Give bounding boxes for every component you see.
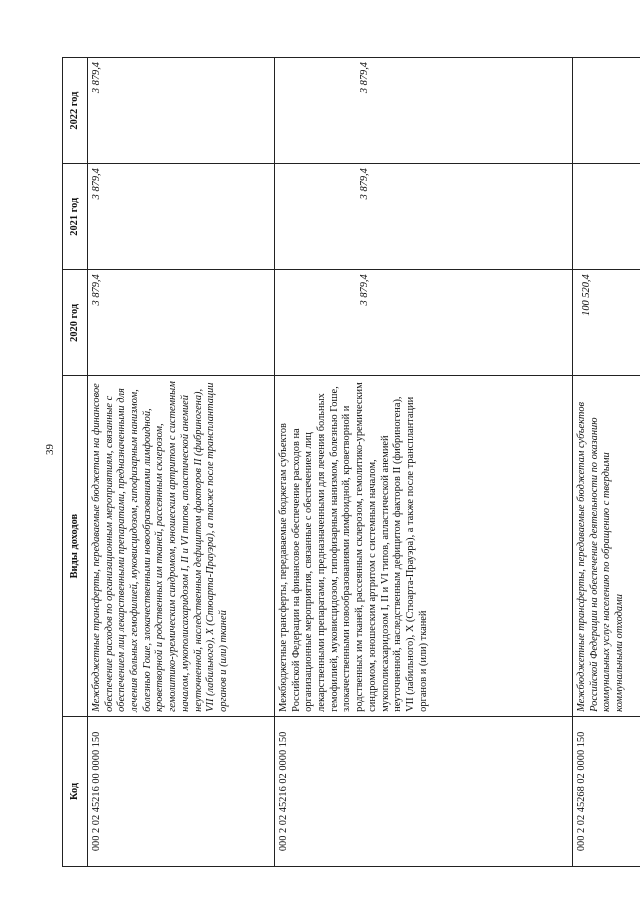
row-value-2022: [573, 58, 640, 164]
header-2020: 2020 год: [63, 270, 88, 376]
row-description: Межбюджетные трансферты, передаваемые бюджетам субъектов Российской Федерации на финансовое обеспечение расходов на организационные мероприятия, связанные с обеспечением лиц лекарственными препаратами, предназначенными для лечения больных гемофилией, муковисцидозом, гипофизарным нанизмом, болезнью Гоше, злокачественными новообразованиями лимфоидной, кроветворной и родственных им тканей, рассеянным склерозом, гемолитико-уремическим синдромом, юношеским артритом с системным началом, мукополисахаридозом I, II и VI типов, апластической анемией неуточненной, наследственным дефицитом факторов II (фибриногена), VII (лабильного), X (Стюарта-Прауэра), а также после трансплантации органов и (или) тканей: [275, 376, 573, 716]
header-2022: 2022 год: [63, 58, 88, 164]
header-type: Виды доходов: [63, 376, 88, 716]
row-value-2021: [573, 164, 640, 270]
page-number: 39: [44, 444, 56, 455]
table-row: [275, 58, 573, 867]
header-2021: 2021 год: [63, 164, 88, 270]
header-code: Код: [63, 716, 88, 866]
row-value-2020: 100 520,4: [573, 270, 640, 376]
rotated-table-container: [62, 57, 626, 867]
table-row: [88, 58, 275, 867]
row-value-2020: 3 879,4: [88, 270, 275, 376]
row-value-2022: 3 879,4: [88, 58, 275, 164]
row-value-2020: 3 879,4: [275, 270, 573, 376]
table-header-row: [63, 58, 88, 867]
row-code: 000 2 02 45268 02 0000 150: [573, 716, 640, 866]
row-code: 000 2 02 45216 00 0000 150: [88, 716, 275, 866]
row-value-2022: 3 879,4: [275, 58, 573, 164]
row-value-2021: 3 879,4: [275, 164, 573, 270]
budget-table: [62, 57, 640, 867]
row-code: 000 2 02 45216 02 0000 150: [275, 716, 573, 866]
row-description: Межбюджетные трансферты, передаваемые бюджетам на финансовое обеспечение расходов по организационным мероприятиям, связанные с обеспечением лиц лекарственными препаратами, предназначенными для лечения больных гемофилией, муковисцидозом, гипофизарным нанизмом, болезнью Гоше, злокачественными новообразованиями лимфоидной, кроветворной и родственных им тканей, рассеянным склерозом, гемолитико-уремическим синдромом, юношеским артритом с системным началом, мукополисахаридозом I, II и VI типов, апластической анемией неуточненной, наследственным дефицитом факторов II (фибриногена), VII (лабильного), X (Стюарта-Прауэра), а также после трансплантации органов и (или) тканей: [88, 376, 275, 716]
row-value-2021: 3 879,4: [88, 164, 275, 270]
table-row: [573, 58, 640, 867]
row-description: Межбюджетные трансферты, передаваемые бюджетам субъектов Российской Федерации на обеспечение деятельности по оказанию коммунальных услуг населению по обращению с твердыми коммунальными отходами: [573, 376, 640, 716]
